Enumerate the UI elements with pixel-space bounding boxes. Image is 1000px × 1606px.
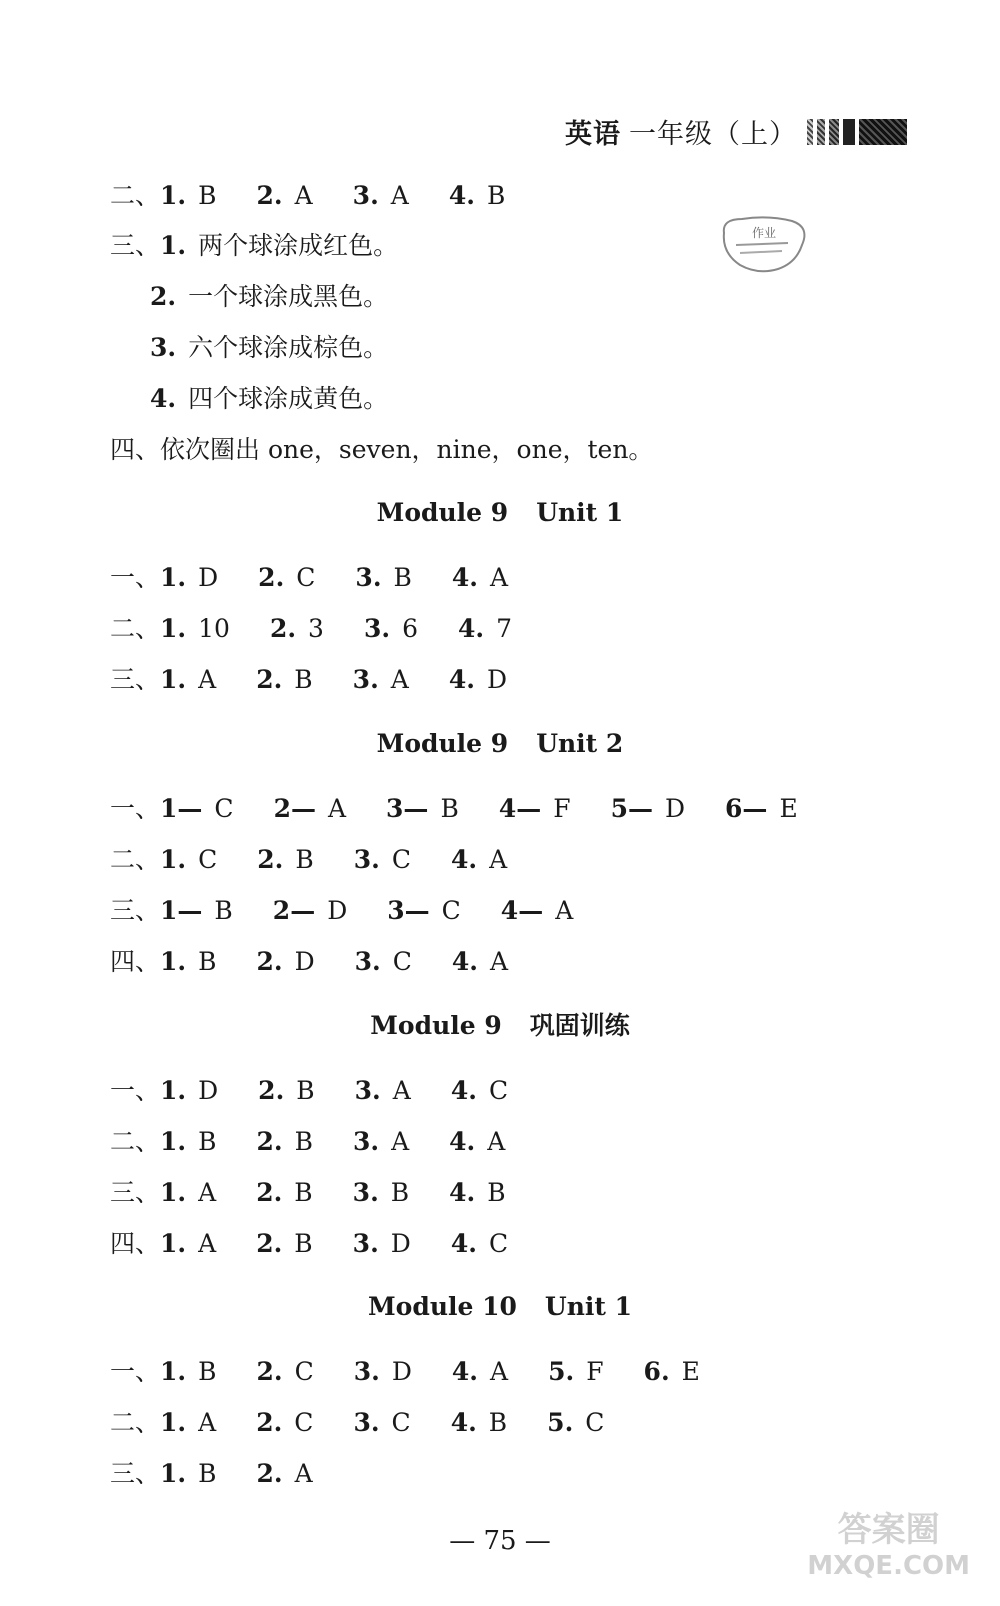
watermark-url: MXQE.COM: [807, 1551, 970, 1581]
item-answer: D: [390, 1229, 411, 1258]
item-answer: A: [198, 1408, 217, 1437]
item-number: 2.: [256, 947, 283, 976]
item-number: 3—: [387, 896, 430, 925]
item-answer: B: [198, 1357, 217, 1386]
item-answer: C: [488, 1229, 509, 1258]
answer-line: [110, 562, 508, 594]
item-number: 1.: [160, 563, 187, 592]
stamp-seal: [718, 213, 810, 275]
item-answer: 六个球涂成棕色。: [188, 333, 389, 362]
section-unit: Unit 2: [536, 729, 624, 758]
item-answer: B: [294, 1178, 313, 1207]
answer-line: [150, 281, 388, 313]
item-number: 1.: [160, 845, 187, 874]
item-number: 1.: [160, 1178, 187, 1207]
header-title: [565, 112, 797, 151]
section-title: [0, 728, 1000, 760]
item-number: 5.: [548, 1357, 575, 1386]
answer-line: [110, 1075, 508, 1107]
item-number: 3.: [150, 333, 177, 362]
item-number: 3.: [355, 563, 382, 592]
answer-line: [110, 664, 507, 696]
item-number: 3.: [353, 1408, 380, 1437]
item-number: 4.: [451, 1357, 479, 1386]
answer-line: [110, 793, 798, 825]
question-number: 二、: [110, 614, 161, 643]
item-number: 3.: [352, 1178, 379, 1207]
question-number: 二、: [110, 1408, 161, 1437]
item-answer: B: [487, 1178, 506, 1207]
item-number: 3.: [352, 665, 379, 694]
item-number: 6.: [643, 1357, 670, 1386]
stamp-text: 作业: [752, 226, 777, 240]
section-title: [0, 1010, 1000, 1042]
item-answer: A: [198, 1229, 217, 1258]
item-number: 3.: [353, 1357, 380, 1386]
item-answer: C: [392, 947, 412, 976]
item-number: 2.: [256, 1459, 283, 1488]
item-number: 3.: [352, 1127, 380, 1156]
answer-line: [110, 1356, 700, 1388]
item-answer: A: [490, 947, 509, 976]
item-answer: D: [391, 1357, 412, 1386]
item-number: 1.: [160, 1357, 187, 1386]
item-answer: D: [294, 947, 315, 976]
item-answer: 6: [402, 614, 418, 643]
item-answer: B: [198, 181, 217, 210]
question-number: 三、: [110, 231, 161, 260]
item-number: 4.: [450, 1408, 477, 1437]
item-number: 2.: [256, 665, 283, 694]
item-answer: E: [779, 794, 798, 823]
answer-line: [110, 1407, 604, 1439]
section-title: [0, 497, 1000, 529]
item-answer: C: [296, 563, 316, 592]
item-number: 1—: [160, 896, 203, 925]
item-answer: C: [294, 1357, 314, 1386]
item-number: 4.: [448, 665, 475, 694]
item-answer: C: [441, 896, 461, 925]
question-number: 二、: [110, 181, 161, 210]
item-number: 1.: [160, 1127, 187, 1156]
item-answer: A: [294, 1459, 313, 1488]
item-answer: F: [586, 1357, 604, 1386]
question-number: 一、: [110, 563, 161, 592]
item-number: 2.: [256, 1229, 283, 1258]
item-number: 2.: [256, 1357, 283, 1386]
item-answer: B: [440, 794, 459, 823]
item-number: 4.: [450, 1076, 477, 1105]
section-module: Module 10: [367, 1292, 517, 1321]
item-number: 6—: [725, 794, 768, 823]
item-answer: D: [198, 563, 219, 592]
question-number: 四、: [110, 947, 161, 976]
header-grade: 一年级（上）: [629, 119, 797, 150]
item-number: 2.: [256, 181, 283, 210]
item-answer: B: [198, 1127, 217, 1156]
item-number: 1.: [160, 665, 187, 694]
item-answer: B: [198, 1459, 217, 1488]
item-answer: A: [294, 181, 313, 210]
item-number: 4.: [150, 384, 177, 413]
item-number: 4.: [457, 614, 485, 643]
item-answer: D: [486, 665, 507, 694]
item-number: 1.: [160, 614, 187, 643]
header-decoration: [807, 119, 911, 145]
item-number: 1.: [160, 1229, 187, 1258]
item-number: 1.: [160, 181, 187, 210]
item-answer: C: [198, 845, 218, 874]
question-number: 三、: [110, 665, 161, 694]
item-number: 4.: [449, 1127, 476, 1156]
question-number: 二、: [110, 845, 161, 874]
item-answer: 两个球涂成红色。: [198, 231, 399, 260]
question-number: 三、: [110, 1459, 161, 1488]
item-answer: B: [294, 665, 313, 694]
item-number: 2.: [257, 845, 284, 874]
item-answer: A: [489, 845, 508, 874]
item-answer: B: [214, 896, 233, 925]
item-number: 1—: [160, 794, 203, 823]
item-number: 3.: [352, 181, 379, 210]
answer-line: [110, 230, 398, 262]
item-answer: C: [585, 1408, 605, 1437]
item-answer: C: [214, 794, 234, 823]
item-number: 2.: [150, 282, 177, 311]
page-number: — 75 —: [449, 1526, 551, 1556]
item-answer: E: [681, 1357, 700, 1386]
item-number: 1.: [160, 1076, 187, 1105]
item-number: 4.: [451, 947, 479, 976]
item-answer: A: [555, 896, 574, 925]
section-unit: Unit 1: [544, 1292, 633, 1321]
answer-line: [110, 1126, 505, 1158]
item-number: 3.: [353, 845, 380, 874]
item-answer: D: [198, 1076, 219, 1105]
item-answer: B: [486, 181, 506, 210]
item-answer: C: [391, 1408, 411, 1437]
item-answer: 四个球涂成黄色。: [188, 384, 389, 413]
item-number: 5.: [547, 1408, 574, 1437]
item-answer: A: [490, 1357, 509, 1386]
item-answer: A: [487, 1127, 506, 1156]
item-answer: B: [294, 1127, 313, 1156]
question-number: 三、: [110, 896, 161, 925]
item-number: 4.: [451, 563, 479, 592]
item-answer: 一个球涂成黑色。: [188, 282, 389, 311]
answer-line: [150, 332, 388, 364]
page-header: [565, 112, 911, 151]
item-answer: F: [553, 794, 571, 823]
item-number: 3.: [354, 1076, 381, 1105]
item-answer: B: [390, 1178, 410, 1207]
question-number: 一、: [110, 1357, 161, 1386]
item-number: 2.: [256, 1408, 283, 1437]
header-subject: 英语: [565, 119, 621, 150]
item-number: 3.: [363, 614, 391, 643]
answer-text: 依次圈出 one，seven，nine，one，ten。: [160, 435, 654, 464]
item-answer: A: [198, 665, 217, 694]
question-number: 三、: [110, 1178, 161, 1207]
item-number: 5—: [610, 794, 653, 823]
item-number: 3.: [354, 947, 381, 976]
item-number: 2—: [273, 794, 316, 823]
answer-line: [110, 1458, 313, 1490]
answer-line: [150, 383, 388, 415]
item-answer: B: [198, 947, 217, 976]
item-answer: D: [327, 896, 348, 925]
answer-line: [110, 946, 508, 978]
item-number: 4—: [498, 794, 542, 823]
item-answer: B: [393, 563, 412, 592]
answer-line: [110, 844, 507, 876]
item-number: 2—: [272, 896, 316, 925]
item-answer: A: [390, 665, 409, 694]
item-answer: B: [294, 1229, 313, 1258]
item-number: 3.: [352, 1229, 379, 1258]
question-number: 二、: [110, 1127, 161, 1156]
item-number: 1.: [160, 231, 187, 260]
item-answer: A: [327, 794, 347, 823]
answer-line: [110, 1228, 508, 1260]
item-answer: C: [391, 845, 411, 874]
answer-line: [110, 434, 653, 466]
item-number: 4.: [451, 845, 478, 874]
answer-line: [110, 895, 573, 927]
item-number: 2.: [256, 1178, 283, 1207]
item-answer: A: [490, 563, 509, 592]
item-answer: A: [390, 181, 409, 210]
item-number: 1.: [160, 947, 187, 976]
item-number: 2.: [258, 1076, 285, 1105]
question-number: 一、: [110, 794, 161, 823]
question-number: 一、: [110, 1076, 161, 1105]
item-number: 2.: [269, 614, 297, 643]
answer-line: [110, 180, 505, 212]
section-unit: 巩固训练: [529, 1011, 630, 1040]
item-answer: A: [391, 1127, 410, 1156]
question-number: 四、: [110, 1229, 161, 1258]
item-number: 2.: [258, 563, 285, 592]
item-answer: B: [488, 1408, 508, 1437]
section-title: [0, 1291, 1000, 1323]
item-number: 3—: [386, 794, 429, 823]
item-number: 4.: [449, 1178, 476, 1207]
section-module: Module 9: [370, 1011, 502, 1040]
watermark-logo: 答案圈: [837, 1510, 940, 1550]
item-answer: B: [296, 1076, 315, 1105]
item-answer: C: [488, 1076, 509, 1105]
item-answer: A: [198, 1178, 217, 1207]
item-answer: A: [392, 1076, 411, 1105]
item-number: 2.: [256, 1127, 283, 1156]
item-number: 1.: [160, 1459, 187, 1488]
item-answer: 3: [308, 614, 324, 643]
section-module: Module 9: [376, 498, 509, 527]
item-answer: B: [295, 845, 314, 874]
section-unit: Unit 1: [536, 498, 624, 527]
item-number: 4—: [500, 896, 544, 925]
section-module: Module 9: [376, 729, 509, 758]
question-number: 四、: [110, 435, 161, 464]
answer-line: [110, 1177, 506, 1209]
item-answer: D: [664, 794, 686, 823]
item-answer: 10: [198, 614, 230, 643]
item-answer: C: [294, 1408, 314, 1437]
answer-line: [110, 613, 512, 645]
item-number: 1.: [160, 1408, 187, 1437]
item-number: 4.: [450, 1229, 477, 1258]
item-number: 4.: [448, 181, 475, 210]
item-answer: 7: [496, 614, 512, 643]
